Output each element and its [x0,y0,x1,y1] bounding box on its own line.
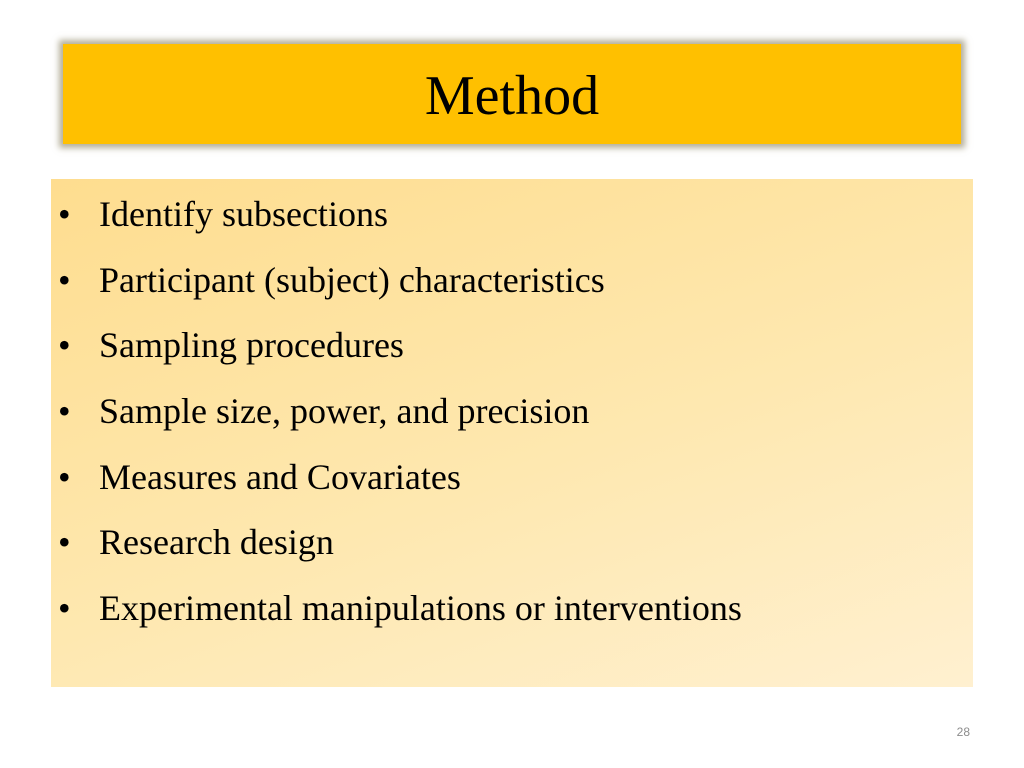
bullet-icon: • [58,325,71,366]
bullet-item [51,193,973,259]
content-box [51,179,973,687]
bullet-item [51,456,973,522]
bullet-text: Sample size, power, and precision [99,391,590,432]
bullet-text: Research design [99,522,334,563]
title-banner [63,44,961,144]
slide-title: Method [424,65,600,127]
bullet-icon: • [58,588,71,629]
bullet-text: Participant (subject) characteristics [99,259,605,300]
bullet-text: Sampling procedures [99,325,404,366]
bullet-icon: • [58,522,71,563]
bullet-icon: • [58,194,71,234]
bullet-item [51,324,973,390]
bullet-icon: • [58,456,71,497]
bullet-text: Measures and Covariates [99,456,461,497]
bullet-list [51,179,973,653]
bullet-icon: • [58,391,71,432]
bullet-text: Identify subsections [99,194,388,234]
bullet-item [51,390,973,456]
bullet-item [51,521,973,587]
page-number: 28 [956,725,970,739]
bullet-text: Experimental manipulations or interventions [99,588,742,629]
bullet-item [51,259,973,325]
bullet-icon: • [58,259,71,300]
bullet-item [51,587,973,653]
